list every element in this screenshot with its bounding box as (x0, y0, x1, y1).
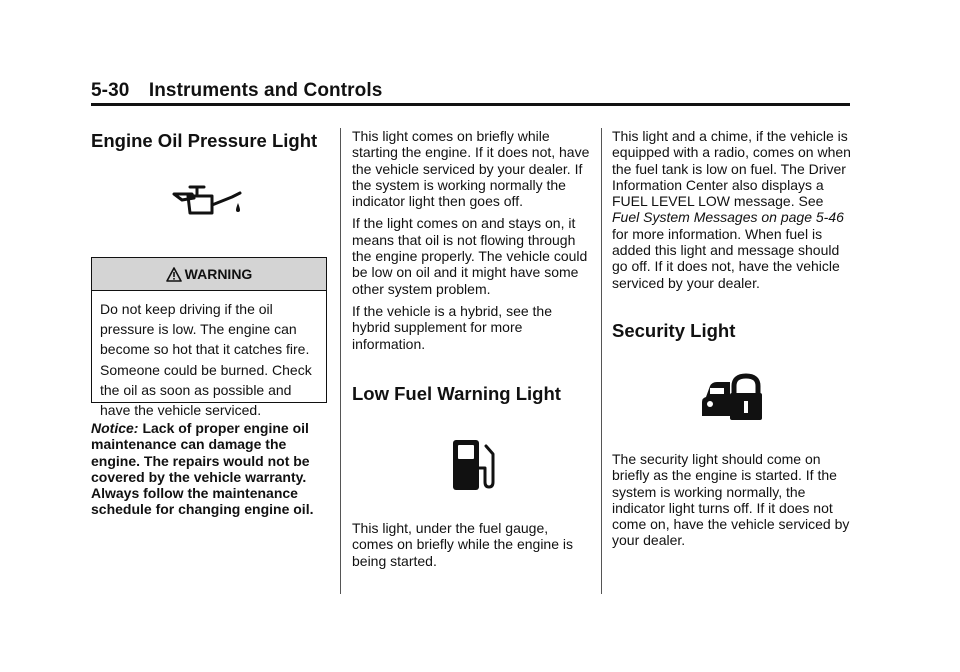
page-number: 5-30 (91, 80, 130, 101)
security-text: The security light should come on briefly as the engine is started. If the system is working normally, the indicator light turns off. If it does not come on, have the vehicle serviced by your dealer. (612, 451, 850, 549)
paragraph: If the light comes on and stays on, it means that oil is not flowing through the engine properly. The vehicle could be low on oil and it might have some other system problem. (352, 215, 588, 297)
paragraph: If the vehicle is a hybrid, see the hybrid supplement for more information. (352, 302, 552, 352)
notice-block (91, 420, 331, 518)
oil-light-description (352, 128, 592, 358)
warning-text: Do not keep driving if the oil pressure is low. The engine can become so hot that it catches fire. Someone could be burned. Check the oil as soon as possible and have the vehicle serviced. (100, 301, 312, 419)
warning-triangle-icon (166, 267, 185, 282)
security-heading: Security Light (612, 320, 736, 341)
car-lock-icon (700, 372, 764, 422)
paragraph-text: This light and a chime, if the vehicle is equipped with a radio, comes on when the fuel tank is low on fuel. The Driver Information Center also displays a FUEL LEVEL LOW message. See (612, 128, 851, 210)
warning-label: WARNING (184, 266, 253, 282)
notice-label: Notice: (91, 420, 139, 436)
low-fuel-text: This light, under the fuel gauge, comes on briefly while the engine is being started. (352, 520, 574, 569)
paragraph: This light comes on briefly while starting the engine. If it does not, have the vehicle serviced by your dealer. If the system is working normally the indicator light then goes off. (352, 128, 590, 210)
oil-can-icon (170, 183, 248, 219)
warning-box (91, 257, 327, 419)
fuel-pump-icon (452, 438, 498, 492)
column-divider (601, 128, 602, 594)
low-fuel-description (612, 128, 852, 291)
page-header (91, 80, 382, 102)
cross-reference-link[interactable]: Fuel System Messages on page 5-46 (612, 209, 844, 226)
column-divider (340, 128, 341, 594)
header-rule (91, 103, 850, 106)
paragraph-text: for more information. When fuel is added this light and message should go off. If it does not, have the vehicle serviced by your dealer. (612, 225, 840, 291)
warning-header (92, 258, 326, 291)
notice-text: Lack of proper engine oil maintenance can damage the engine. The repairs would not be covered by the vehicle warranty. Always follow the maintenance schedule for changing engine oil. (91, 420, 314, 518)
low-fuel-heading: Low Fuel Warning Light (352, 383, 561, 404)
oil-pressure-heading: Engine Oil Pressure Light (91, 130, 318, 151)
section-title: Instruments and Controls (148, 80, 383, 101)
